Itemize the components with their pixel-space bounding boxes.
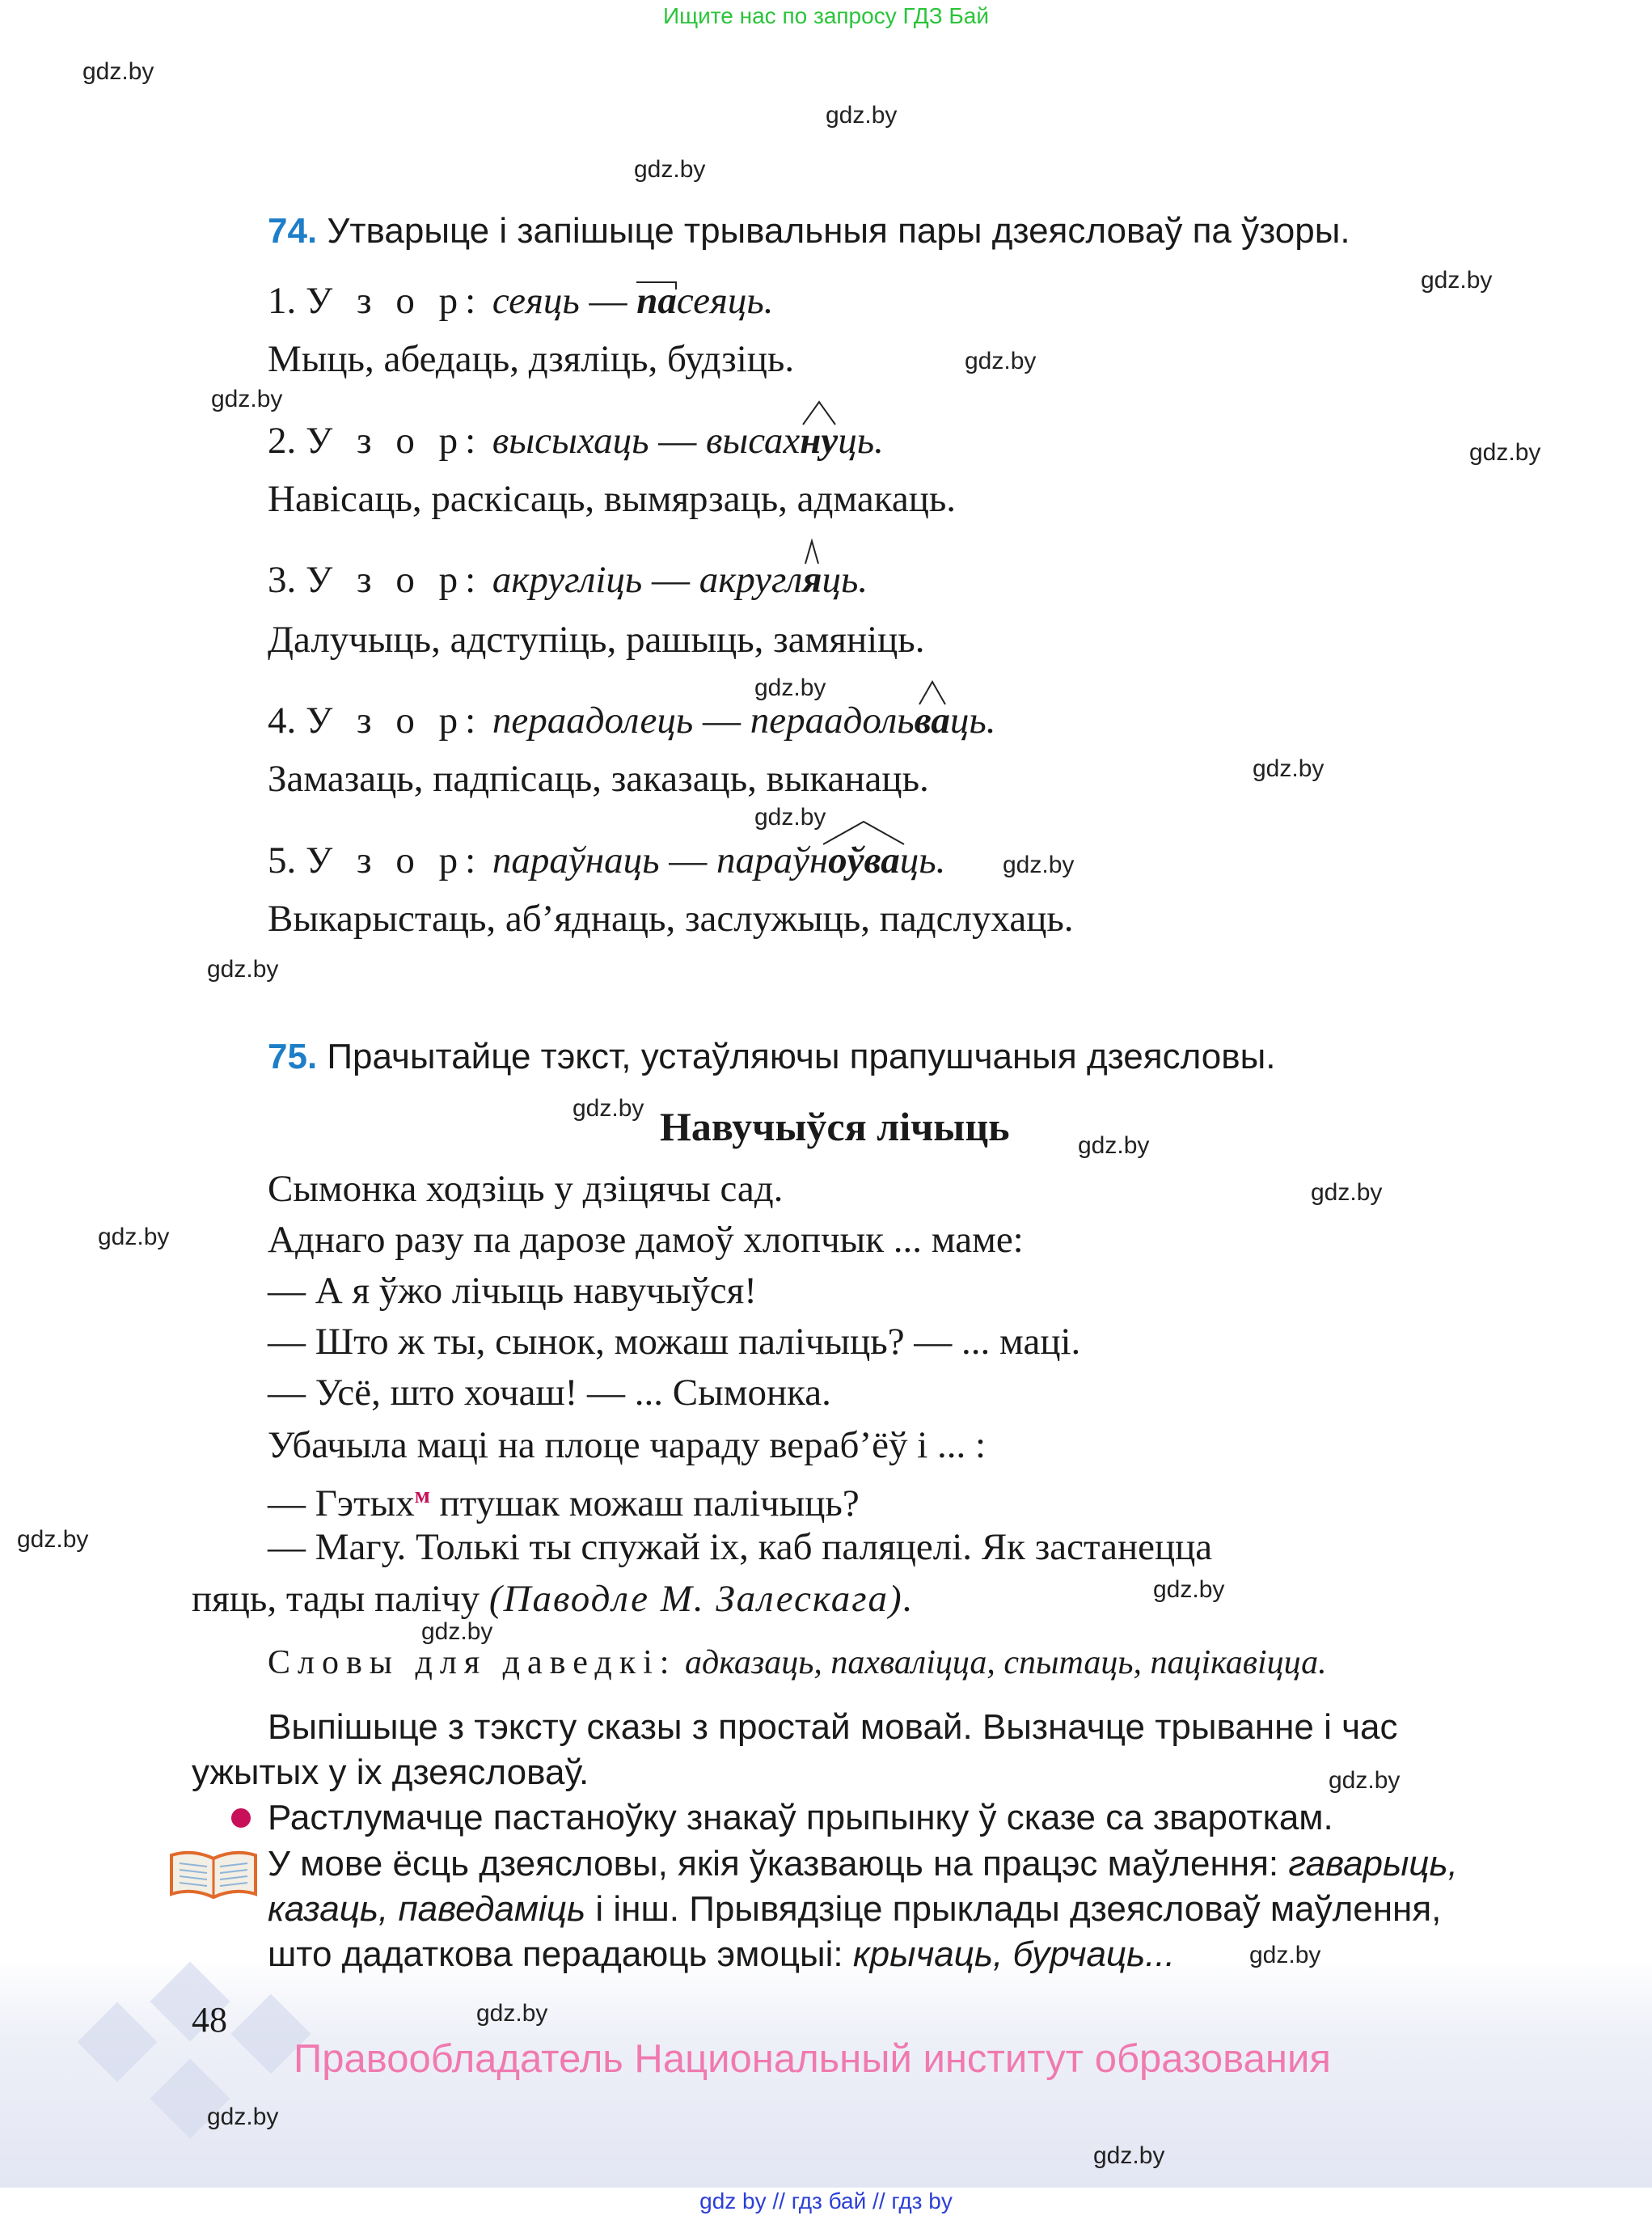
exercise-number: 75. [268, 1037, 318, 1076]
watermark: gdz.by [634, 156, 706, 183]
story-line: — А я ўжо лічыць навучыўся! [268, 1270, 757, 1312]
note-example: крычаць, бурчаць... [852, 1934, 1175, 1974]
watermark: gdz.by [476, 2000, 548, 2027]
pattern-label: У з о р: [306, 280, 484, 322]
dash: — [669, 839, 708, 882]
words-line-5: Выкарыстаць, аб’яднаць, заслужыць, падслухаць. [268, 898, 1074, 940]
watermark: gdz.by [211, 386, 283, 412]
watermark: gdz.by [965, 348, 1037, 374]
task-text: ужытых у іх дзеясловаў. [192, 1753, 589, 1792]
story-line: — Усё, што хочаш! — ... Сымонка. [268, 1372, 831, 1414]
base-verb: высыхаць [492, 420, 649, 462]
watermark: gdz.by [1253, 755, 1325, 782]
story-source: (Паводле М. Залескага). [488, 1578, 915, 1620]
watermark: gdz.by [1469, 439, 1541, 466]
watermark: gdz.by [82, 58, 154, 85]
suffix-morpheme [828, 839, 900, 882]
pattern-label: У з о р: [306, 700, 484, 742]
pattern-label: У з о р: [306, 420, 484, 462]
pattern-line-5 [268, 836, 945, 885]
story-text: — Гэтых [268, 1482, 415, 1524]
derived-verb-rest: ць. [838, 420, 884, 462]
story-title: Навучыўся лічыць [660, 1104, 1010, 1149]
watermark: gdz.by [1249, 1942, 1321, 1968]
item-number: 5. [268, 839, 297, 882]
derived-verb-rest: ць. [899, 839, 946, 882]
derived-verb-rest: ць. [822, 559, 868, 601]
decor-diamond [78, 2002, 158, 2082]
hint-words: адказаць, пахваліцца, спытаць, пацікавіцца. [684, 1644, 1327, 1681]
watermark: gdz.by [1421, 267, 1493, 294]
suffix-morpheme [802, 559, 822, 601]
watermark: gdz.by [572, 1095, 644, 1122]
watermark: gdz.by [98, 1224, 170, 1250]
hint-line [268, 1638, 1327, 1687]
note-text: і інш. Прывядзіце прыклады дзеясловаў маўлення, [585, 1889, 1442, 1929]
copyright-notice: Правообладатель Национальный институт образования [294, 2037, 1331, 2081]
pattern-line-2 [268, 416, 884, 465]
page-number: 48 [192, 2000, 227, 2040]
suffix-morpheme [800, 420, 838, 462]
hint-label: Словы для даведкі: [268, 1644, 677, 1681]
item-number: 4. [268, 700, 297, 742]
watermark: gdz.by [826, 102, 898, 129]
book-icon [168, 1844, 259, 1906]
watermark: gdz.by [1078, 1132, 1150, 1159]
watermark: gdz.by [207, 2103, 279, 2130]
base-verb: пераадолець [492, 700, 694, 742]
footer-links[interactable]: gdz by // гдз бай // гдз by [699, 2188, 953, 2213]
watermark: gdz.by [1311, 1179, 1383, 1206]
watermark: gdz.by [1093, 2142, 1165, 2169]
note-line [268, 1887, 1441, 1932]
suffix-text: оўва [828, 839, 900, 882]
suffix-text: ва [914, 700, 950, 742]
pattern-label: У з о р: [306, 839, 484, 882]
task-text: Выпішыце з тэксту сказы з простай мовай. Вызначце трыванне і час [268, 1707, 1398, 1747]
note-text: што дадаткова перадаюць эмоцыі: [268, 1934, 853, 1974]
bullet-icon [231, 1808, 251, 1828]
exercise-75-heading [268, 1034, 1275, 1080]
note-example: казаць, паведаміць [268, 1889, 586, 1929]
words-line-4: Замазаць, падпісаць, заказаць, выканаць. [268, 758, 929, 800]
bullet-task: Растлумачце пастаноўку знакаў прыпынку ў сказе са звароткам. [268, 1798, 1333, 1837]
superscript-marker: м [414, 1483, 430, 1508]
words-line-2: Навісаць, раскісаць, вымярзаць, адмакаць. [268, 478, 957, 520]
suffix-morpheme [915, 700, 950, 742]
item-number: 2. [268, 420, 297, 462]
base-verb: сеяць [492, 280, 580, 322]
dash: — [703, 700, 741, 742]
prefix-text: па [636, 280, 677, 322]
derived-verb-rest: ць. [949, 700, 996, 742]
watermark: gdz.by [1153, 1576, 1225, 1603]
dash: — [652, 559, 691, 601]
exercise-instruction: Утварыце і запішыце трывальныя пары дзеясловаў па ўзоры. [327, 211, 1350, 251]
prefix-mark [636, 281, 677, 290]
story-line [268, 1472, 860, 1528]
dash: — [589, 280, 627, 322]
story-line: Аднаго разу па дарозе дамоў хлопчык ... маме: [268, 1219, 1024, 1261]
story-line: Убачыла маці на плоце чараду вераб’ёў і ... : [268, 1424, 987, 1466]
pattern-line-3 [268, 556, 868, 604]
note-line [268, 1932, 1175, 1977]
exercise-instruction: Прачытайце тэкст, устаўляючы прапушчаныя дзеясловы. [327, 1037, 1276, 1076]
pattern-line-4 [268, 696, 995, 745]
derived-verb-stem: пераадоль [750, 700, 915, 742]
story-line [192, 1575, 914, 1623]
suffix-text: я [802, 559, 822, 601]
watermark: gdz.by [207, 956, 279, 983]
watermark: gdz.by [754, 804, 826, 831]
derived-verb-stem: акругл [699, 559, 803, 601]
note-example: гаварыць, [1288, 1844, 1458, 1884]
derived-verb-stem: высах [705, 420, 801, 462]
item-number: 3. [268, 559, 297, 601]
watermark: gdz.by [421, 1618, 493, 1645]
top-banner: Ищите нас по запросу ГДЗ Бай [662, 3, 990, 28]
story-line: — Магу. Толькі ты спужай іх, каб паляцелі. Як застанецца [268, 1526, 1213, 1568]
story-text: птушак можаш палічыць? [429, 1482, 860, 1524]
story-line: — Што ж ты, сынок, можаш палічыць? — ... маці. [268, 1321, 1081, 1363]
watermark: gdz.by [1329, 1767, 1401, 1794]
note-line [268, 1841, 1458, 1887]
watermark: gdz.by [1003, 852, 1075, 878]
words-line-3: Далучыць, адступіць, рашыць, замяніць. [268, 619, 925, 661]
story-text: пяць, тады палічу [192, 1578, 489, 1620]
item-number: 1. [268, 280, 297, 322]
note-text: У мове ёсць дзеясловы, якія ўказваюць на працэс маўлення: [268, 1844, 1289, 1884]
base-verb: акругліць [492, 559, 643, 601]
dash: — [658, 420, 697, 462]
base-verb: параўнаць [492, 839, 660, 882]
watermark: gdz.by [17, 1526, 89, 1553]
exercise-number: 74. [268, 211, 318, 251]
story-line: Сымонка ходзіць у дзіцячы сад. [268, 1168, 784, 1210]
prefix-morpheme [636, 280, 677, 322]
exercise-74-heading [268, 209, 1350, 254]
watermark: gdz.by [754, 674, 826, 701]
suffix-text: ну [800, 420, 839, 462]
pattern-line-1 [268, 277, 773, 325]
derived-verb-stem: параўн [716, 839, 829, 882]
derived-verb-rest: сеяць. [676, 280, 774, 322]
pattern-label: У з о р: [306, 559, 484, 601]
words-line-1: Мыць, абедаць, дзяліць, будзіць. [268, 338, 795, 380]
